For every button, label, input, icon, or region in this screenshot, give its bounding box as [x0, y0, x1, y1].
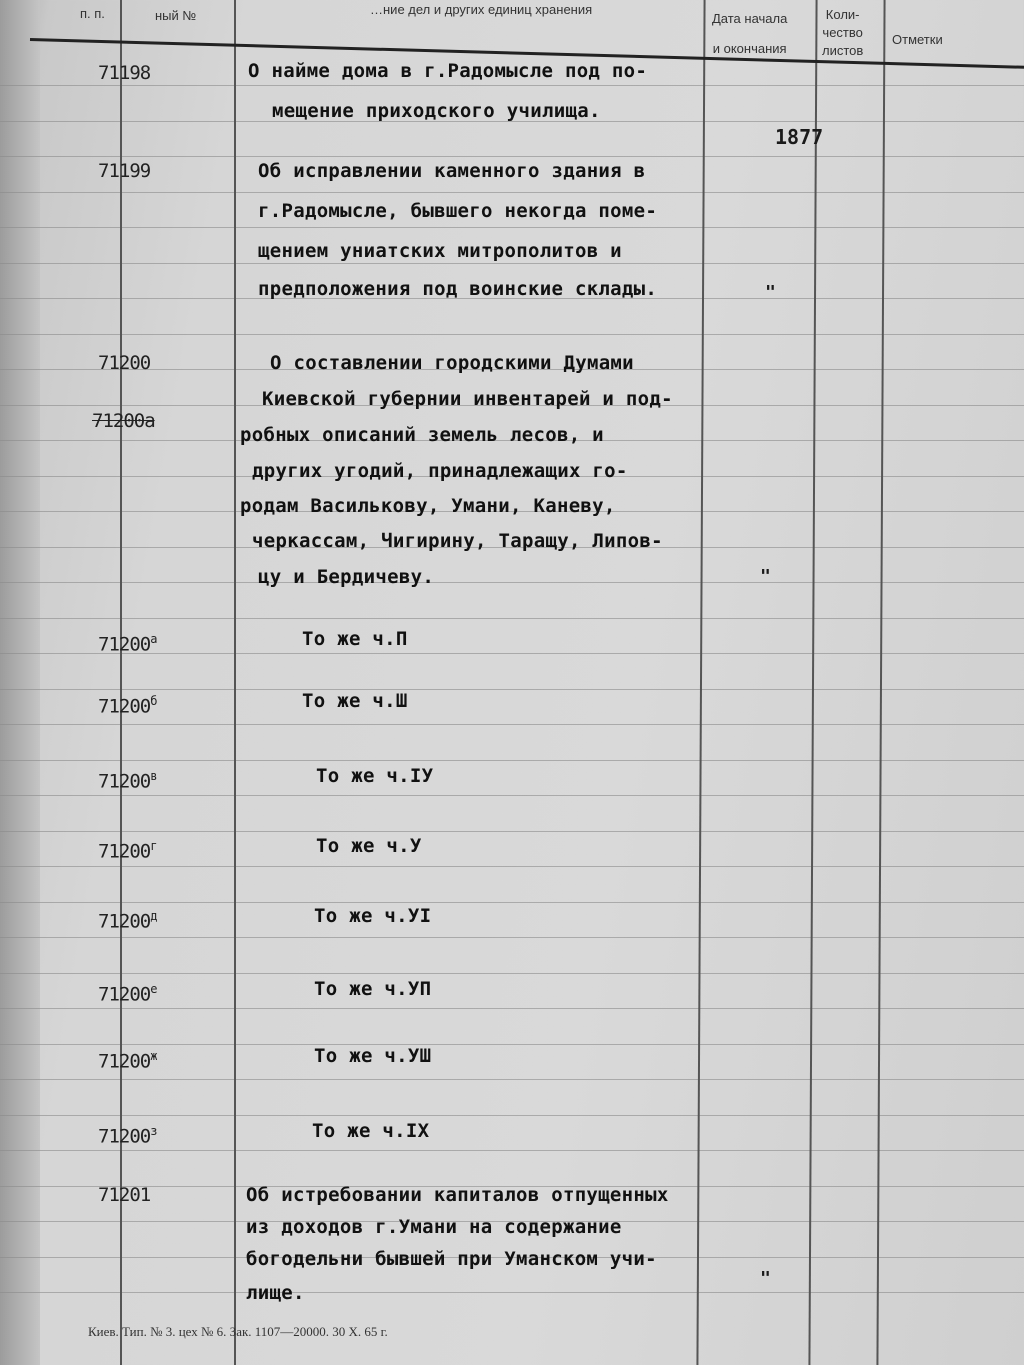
- entry-title-line: других угодий, принадлежащих го-: [252, 460, 628, 482]
- number-suffix: д: [150, 909, 157, 923]
- header-dates-line: Дата начала: [712, 11, 788, 26]
- inventory-number: $71200^г$: [98, 839, 157, 863]
- ruled-line: [0, 156, 1024, 157]
- number-suffix: г: [150, 839, 157, 853]
- inventory-number: $71200^б$: [98, 694, 157, 718]
- ruled-line: [0, 973, 1024, 974]
- ruled-line: [0, 795, 1024, 796]
- header-dates: [712, 4, 787, 64]
- header-notes: Отметки: [892, 32, 943, 47]
- entry-title-line: цу и Бердичеву.: [258, 566, 435, 588]
- ruled-line: [0, 85, 1024, 86]
- ruled-line: [0, 866, 1024, 867]
- ruled-line: [0, 902, 1024, 903]
- ruled-line: [0, 1079, 1024, 1080]
- entry-title-line: О найме дома в г.Радомысле под по-: [248, 60, 648, 82]
- entry-title-line: То же ч.УI: [314, 905, 432, 927]
- entry-title-line: То же ч.IУ: [316, 765, 434, 787]
- ruled-line: [0, 263, 1024, 264]
- header-dates-line: и окончания: [712, 41, 787, 56]
- entry-title-line: О составлении городскими Думами: [270, 352, 634, 374]
- entry-title-line: Об исправлении каменного здания в: [258, 160, 646, 182]
- inventory-number: $71200^з$: [98, 1124, 157, 1148]
- number-suffix: ж: [150, 1049, 157, 1063]
- entry-date: ": [760, 566, 771, 587]
- ruled-line: [0, 760, 1024, 761]
- entry-title-line: родам Василькову, Умани, Каневу,: [240, 495, 616, 517]
- inventory-number: 71199: [98, 160, 151, 182]
- number-suffix: з: [150, 1124, 157, 1138]
- entry-date: ": [760, 1268, 771, 1289]
- inventory-number: $71200^ж$: [98, 1049, 157, 1073]
- entry-title-line: То же ч.УП: [314, 978, 432, 1000]
- entry-title-line: робных описаний земель лесов, и: [240, 424, 604, 446]
- entry-title-line: То же ч.IX: [312, 1120, 430, 1142]
- entry-title-line: мещение приходского училища.: [272, 100, 601, 122]
- column-divider: [808, 0, 817, 1365]
- ruled-line: [0, 334, 1024, 335]
- inventory-number: $71200^д$: [98, 909, 157, 933]
- ruled-line: [0, 1008, 1024, 1009]
- column-divider: [696, 0, 705, 1365]
- column-divider: [876, 0, 885, 1365]
- entry-date: 1877: [775, 125, 824, 149]
- number-suffix: а: [150, 632, 157, 646]
- inventory-number: $71200^е$: [98, 982, 157, 1006]
- entry-title-line: То же ч.П: [302, 628, 408, 650]
- ruled-line: [0, 724, 1024, 725]
- ruled-line: [0, 937, 1024, 938]
- inventory-number: 71201: [98, 1184, 151, 1206]
- header-title: …ние дел и других единиц хранения: [370, 2, 593, 17]
- ruled-line: [0, 192, 1024, 193]
- entry-title-line: То же ч.УШ: [314, 1045, 432, 1067]
- ruled-line: [0, 582, 1024, 583]
- header-sheets: [822, 6, 863, 60]
- entry-title-line: лище.: [246, 1282, 305, 1304]
- entry-title-line: Об истребовании капиталов отпущенных: [246, 1184, 669, 1206]
- column-divider: [120, 0, 122, 1365]
- number-suffix: в: [150, 769, 157, 783]
- entry-title-line: То же ч.Ш: [302, 690, 408, 712]
- printer-imprint: Киев. Тип. № 3. цех № 6. Зак. 1107—20000. 30 X. 65 г.: [88, 1324, 388, 1339]
- ruled-line: [0, 227, 1024, 228]
- number-suffix: б: [150, 694, 157, 708]
- column-divider: [234, 0, 236, 1365]
- entry-title-line: из доходов г.Умани на содержание: [246, 1216, 622, 1238]
- header-num: п. п.: [80, 6, 105, 21]
- entry-title-line: г.Радомысле, бывшего некогда поме-: [258, 200, 658, 222]
- header-sheets-line: Коли-: [825, 7, 860, 22]
- header-sheets-line: листов: [822, 43, 864, 58]
- ruled-line: [0, 831, 1024, 832]
- header-inv: ный №: [155, 8, 197, 23]
- ruled-line: [0, 1115, 1024, 1116]
- ruled-line: [0, 1150, 1024, 1151]
- entry-title-line: Киевской губернии инвентарей и под-: [262, 388, 673, 410]
- inventory-number: $71200^в$: [98, 769, 157, 793]
- entry-title-line: щением униатских митрополитов и: [258, 240, 622, 262]
- entry-title-line: богодельни бывшей при Уманском учи-: [246, 1248, 657, 1270]
- entry-title-line: То же ч.У: [316, 835, 422, 857]
- entry-date: ": [765, 282, 776, 303]
- entry-title-line: предположения под воинские склады.: [258, 278, 658, 300]
- binding-margin: [0, 0, 40, 1365]
- inventory-number: $71200^а$: [98, 632, 157, 656]
- inventory-number: 71198: [98, 62, 151, 84]
- ruled-line: [0, 1292, 1024, 1293]
- header-sheets-line: чество: [822, 25, 863, 40]
- entry-title-line: черкассам, Чигирину, Таращу, Липов-: [252, 530, 663, 552]
- inventory-number: 71200: [98, 352, 151, 374]
- number-suffix: е: [150, 982, 157, 996]
- struck-number: 71200а: [92, 410, 155, 432]
- ruled-line: [0, 618, 1024, 619]
